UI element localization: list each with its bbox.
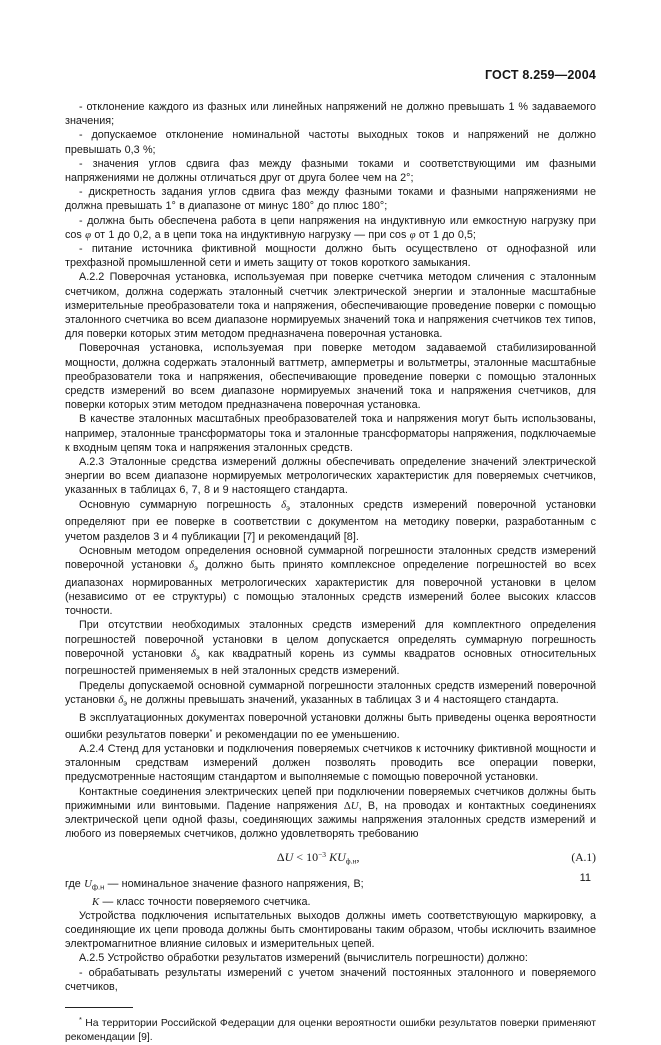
text-segment: - значения углов сдвига фаз между фазными токами и соответствующими им фазными напряжениями не должны отличаться друг от друга более чем на 2°; — [65, 157, 596, 185]
text-segment: , — [356, 850, 360, 865]
paragraph — [65, 895, 596, 909]
text-segment: Основным методом определения основной суммарной погрешности эталонных средств измерений поверочной установки — [65, 544, 596, 571]
text-segment: δ — [118, 693, 124, 706]
text-segment: э — [195, 652, 200, 662]
text-segment: - должна быть обеспечена работа в цепи напряжения на индуктивную или емкостную нагрузку при cos — [65, 214, 596, 241]
paragraph — [65, 966, 596, 994]
text-segment: от 1 до 0,2, а в цепи тока на индуктивную нагрузку — при cos — [91, 228, 410, 241]
text-segment: э — [194, 563, 198, 573]
paragraph — [65, 618, 596, 678]
footnote-divider — [65, 1007, 133, 1008]
formula-expression — [65, 850, 571, 866]
paragraph — [65, 412, 596, 455]
paragraph — [65, 877, 596, 895]
text-segment: и рекомендации по ее уменьшению. — [212, 728, 400, 741]
paragraph — [65, 100, 596, 128]
text-segment: как квадратный корень из суммы квадратов основных относительных погрешностей применяемых в ней эталонных средств измерений. — [65, 647, 596, 678]
text-segment: Пределы допускаемой основной суммарной погрешности эталонных средств измерений поверочной установки — [65, 679, 596, 706]
paragraph — [65, 455, 596, 498]
text-segment: В эксплуатационных документах поверочной установки должны быть приведены оценка вероятности ошибки результатов поверки — [65, 711, 596, 741]
text-segment: U — [350, 799, 359, 812]
text-segment: должно быть принято комплексное определение погрешностей во всех диапазонах нормированных метрологических характеристик для поверочной установки в целом (независимо от ее структуры) с помощью эталонных средств измерений более высоких классов точности. — [65, 559, 596, 618]
text-segment: U — [84, 877, 92, 890]
text-segment: При отсутствии необходимых эталонных средств измерений для комплектного определения погрешностей поверочной установки в целом допускается определять суммарную погрешность поверочной установки — [65, 619, 596, 660]
document-header-standard-number: ГОСТ 8.259—2004 — [484, 68, 596, 82]
paragraph — [65, 909, 596, 952]
paragraph — [65, 544, 596, 619]
text-segment: На территории Российской Федерации для оценки вероятности ошибки результатов поверки применяют рекомендации [9]. — [65, 1017, 596, 1043]
text-segment: δ — [188, 559, 194, 571]
document-body — [65, 100, 596, 1045]
formula-row — [65, 850, 596, 866]
text-segment: - питание источника фиктивной мощности должно быть осуществлено от однофазной или трехфазной промышленной сети и иметь защиту от токов короткого замыкания. — [65, 243, 596, 270]
text-segment: А.2.4 Стенд для установки и подключения поверяемых счетчиков к источнику фиктивной мощности и эталонным средствам измерений должен позволять проводить все операции поверки, предусмотренные настоящим стандартом и выполняемые с помощью поверочной установки. — [65, 742, 596, 784]
paragraph — [65, 785, 596, 842]
paragraph — [65, 742, 596, 785]
text-segment: — номинальное значение фазного напряжения, В; — [104, 877, 364, 890]
text-segment: - дискретность задания углов сдвига фаз между фазными токами и фазными напряжениями не должна превышать 1° в диапазоне от минус 180° до плюс 180°; — [65, 186, 596, 213]
paragraph — [65, 341, 596, 412]
text-segment: * — [209, 726, 213, 736]
text-segment: Поверочная установка, используемая при поверке методом задаваемой стабилизированной мощности, должна содержать эталонный ваттметр, амперметры и вольтметры, эталонные масштабные преобразователи тока и напряжения, обеспечивающие проведение поверки с помощью эталонных средств измерений во всем диапазоне нормируемых значений тока и напряжения счетчиков, для поверки которых этим методом предназначена поверочная установка. — [65, 342, 596, 412]
text-segment: А.2.5 Устройство обработки результатов измерений (вычислитель погрешности) должно: — [79, 952, 528, 965]
paragraph — [65, 679, 596, 711]
page-number: 11 — [579, 872, 591, 884]
text-segment: не должны превышать значений, указанных в таблицах 3 и 4 настоящего стандарта. — [127, 693, 559, 706]
text-segment: Устройства подключения испытательных выходов должны иметь соответствующую маркировку, а соединяющие их цепи провода должны быть смонтированы таким образом, чтобы исключить взаимное электромагнитное влияние силовых и измерительных цепей. — [65, 909, 596, 951]
text-segment: от 1 до 0,5; — [415, 228, 476, 241]
paragraph — [65, 185, 596, 213]
text-segment: ф.н — [345, 856, 357, 866]
text-segment: э — [123, 698, 128, 708]
text-segment: эталонных средств измерений поверочной установки определяют при ее поверке в соответствии с документом на методику поверки, разработанным с учетом разделов 3 и 4 публикации [7] и рекомендаций [8]. — [65, 498, 596, 543]
text-segment: - допускаемое отклонение номинальной частоты выходных токов и напряжений не должно превышать 0,3 %; — [65, 129, 596, 156]
text-segment: э — [286, 503, 290, 513]
text-segment: А.2.2 Поверочная установка, используемая при поверке счетчика методом сличения с эталонным счетчиком, должна содержать эталонный счетчик электрической энергии и эталонные масштабные измерительные преобразователи тока и напряжения, обеспечивающие проведение поверки с помощью эталонного счетчика во всем диапазоне нормируемых значений тока и напряжения счетчиков тех типов, для поверки которых этим методом предназначена поверочная установка. — [65, 271, 596, 341]
paragraph — [65, 242, 596, 270]
paragraph — [65, 951, 596, 965]
text-segment: δ — [190, 647, 196, 660]
paragraph — [65, 128, 596, 156]
text-segment: В качестве эталонных масштабных преобразователей тока и напряжения могут быть использованы, например, эталонные трансформаторы тока и эталонные трансформаторы напряжения, подключаемые к входным цепям тока и напряжения эталонных средств. — [65, 413, 596, 454]
text-segment: < 10 — [293, 850, 319, 865]
text-segment: Δ — [343, 799, 351, 812]
text-segment: * — [79, 1014, 82, 1024]
paragraph — [65, 214, 596, 242]
paragraph — [65, 498, 596, 544]
formula-number: (А.1) — [571, 852, 596, 865]
text-segment: Основную суммарную погрешность — [79, 498, 282, 511]
text-segment: - обрабатывать результаты измерений с учетом значений постоянных эталонного и поверяемого счетчиков, — [65, 966, 596, 993]
text-segment: , В, на проводах и контактных соединениях электрической цепи одной фазы, соединяющих зажимы напряжения эталонных средств измерений и любого из поверяемых счетчиков, должно удовлетворять требованию — [65, 799, 596, 841]
text-segment: — класс точности поверяемого счетчика. — [99, 895, 311, 908]
text-segment: KU — [329, 850, 346, 865]
text-segment: K — [92, 895, 100, 908]
text-segment: Контактные соединения электрических цепей при подключении поверяемых счетчиков должны быть прижимными или винтовыми. Падение напряжения — [65, 785, 596, 812]
footnote-text — [65, 1013, 596, 1045]
paragraph — [65, 270, 596, 341]
text-segment: - отклонение каждого из фазных или линейных напряжений не должно превышать 1 % задаваемого значения; — [65, 101, 596, 128]
paragraph — [65, 711, 596, 742]
text-segment: U — [284, 850, 294, 865]
text-segment: ф.н — [91, 882, 105, 892]
text-segment: −3 — [318, 850, 327, 860]
text-segment: δ — [281, 498, 287, 511]
text-segment: φ — [85, 228, 92, 241]
text-segment: где — [65, 877, 85, 890]
text-segment: А.2.3 Эталонные средства измерений должны обеспечивать определение значений электрической энергии во всем диапазоне нормируемых метрологических характеристик для поверяемых счетчиков, указанных в таблицах 6, 7, 8 и 9 настоящего стандарта. — [65, 456, 596, 497]
text-segment: φ — [409, 228, 416, 241]
text-segment: Δ — [276, 850, 285, 865]
paragraph — [65, 157, 596, 185]
